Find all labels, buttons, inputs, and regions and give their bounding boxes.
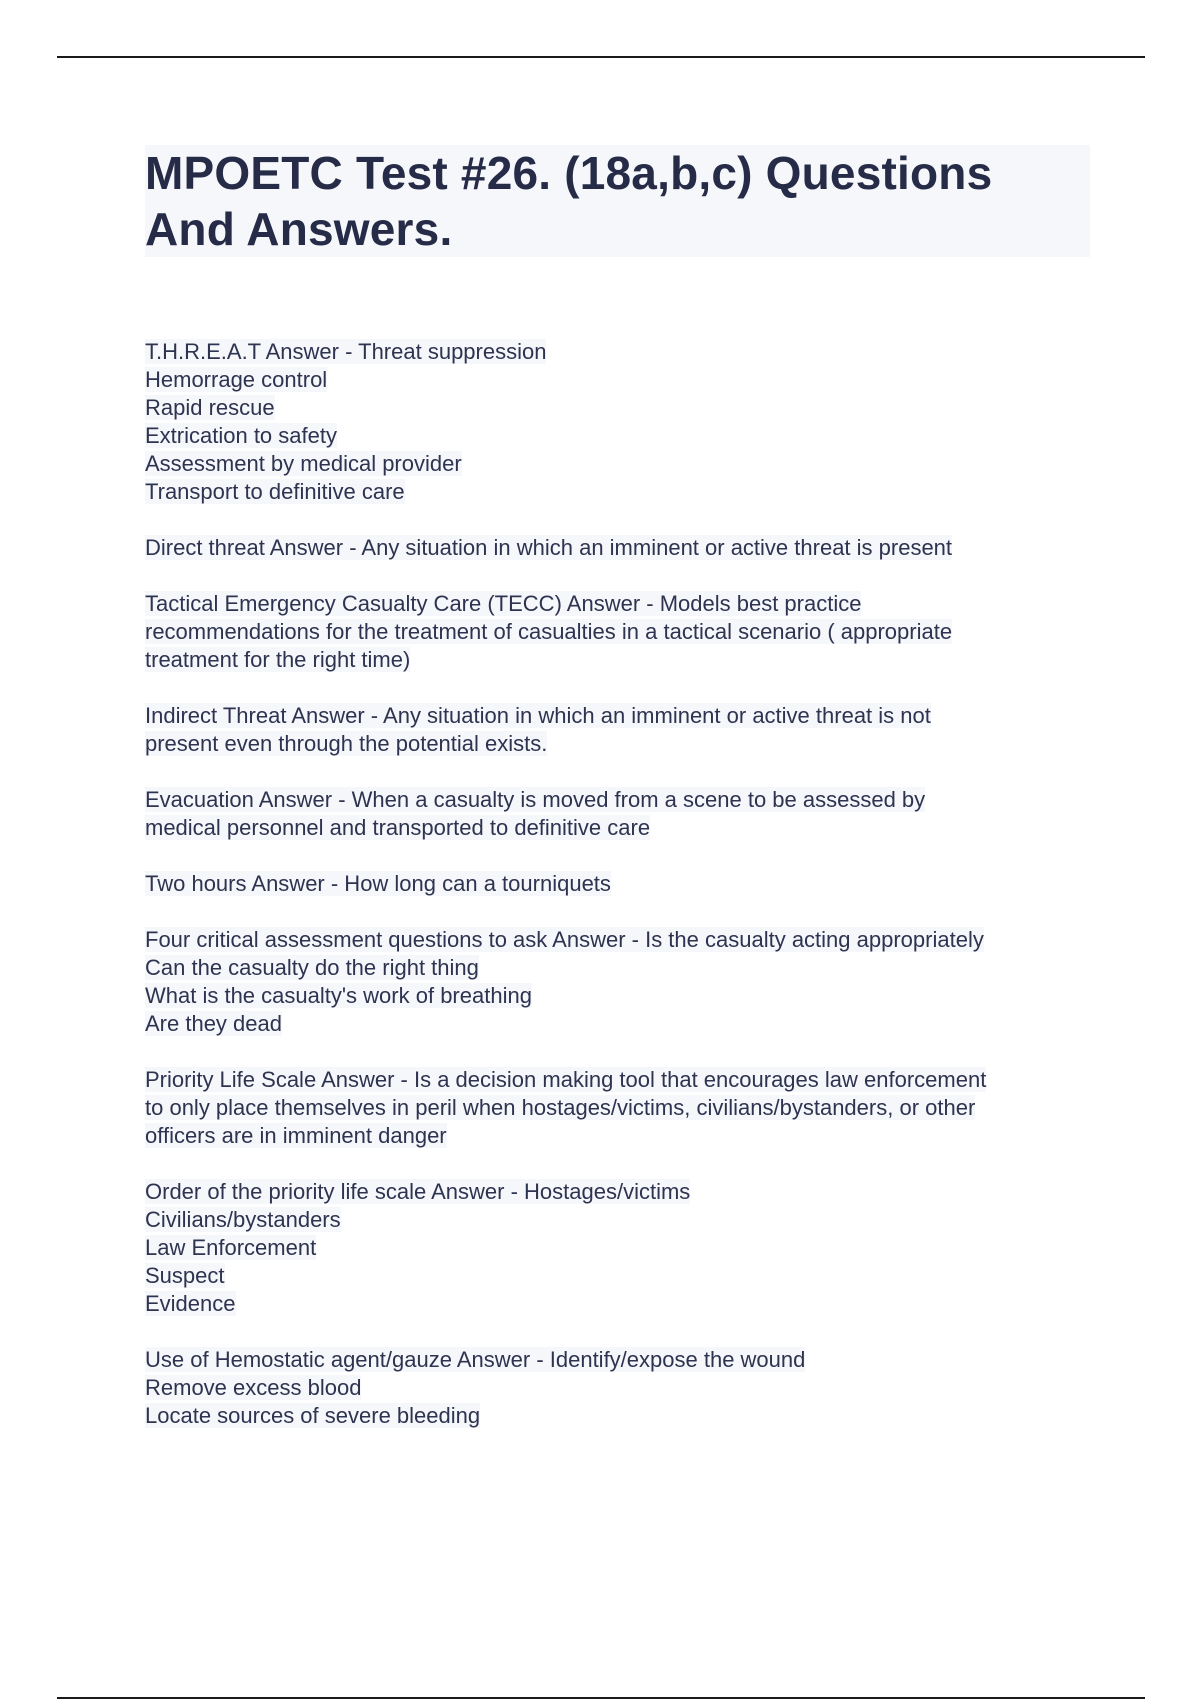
qa-line-text: Rapid rescue bbox=[145, 395, 275, 420]
qa-line-text: Hemorrage control bbox=[145, 367, 328, 392]
qa-line bbox=[145, 338, 1095, 366]
qa-line bbox=[145, 814, 1095, 842]
qa-line bbox=[145, 1374, 1095, 1402]
qa-line-text: present even through the potential exists. bbox=[145, 731, 548, 756]
qa-line bbox=[145, 870, 1095, 898]
qa-line-text: Two hours Answer - How long can a tourniquets bbox=[145, 871, 611, 896]
qa-line-text: Direct threat Answer - Any situation in which an imminent or active threat is present bbox=[145, 535, 953, 560]
qa-line-text: Law Enforcement bbox=[145, 1235, 317, 1260]
qa-line bbox=[145, 1122, 1095, 1150]
qa-line-text: medical personnel and transported to definitive care bbox=[145, 815, 651, 840]
qa-line-text: to only place themselves in peril when hostages/victims, civilians/bystanders, or other bbox=[145, 1095, 976, 1120]
qa-entry bbox=[145, 870, 1095, 898]
qa-line bbox=[145, 954, 1095, 982]
qa-line bbox=[145, 478, 1095, 506]
qa-line-text: Priority Life Scale Answer - Is a decision making tool that encourages law enforcement bbox=[145, 1067, 987, 1092]
qa-entry bbox=[145, 1066, 1095, 1150]
qa-entry bbox=[145, 702, 1095, 758]
qa-line-text: officers are in imminent danger bbox=[145, 1123, 447, 1148]
qa-line bbox=[145, 422, 1095, 450]
qa-entry bbox=[145, 786, 1095, 842]
qa-list bbox=[145, 338, 1095, 1458]
qa-line bbox=[145, 1262, 1095, 1290]
qa-line bbox=[145, 1346, 1095, 1374]
qa-line bbox=[145, 1066, 1095, 1094]
qa-line bbox=[145, 590, 1095, 618]
qa-line-text: Can the casualty do the right thing bbox=[145, 955, 479, 980]
qa-line-text: Four critical assessment questions to ask Answer - Is the casualty acting appropriately bbox=[145, 927, 984, 952]
qa-line bbox=[145, 1206, 1095, 1234]
qa-line bbox=[145, 450, 1095, 478]
qa-entry bbox=[145, 926, 1095, 1038]
qa-line bbox=[145, 1402, 1095, 1430]
qa-line-text: Order of the priority life scale Answer - Hostages/victims bbox=[145, 1179, 691, 1204]
qa-line bbox=[145, 1290, 1095, 1318]
qa-line-text: Evidence bbox=[145, 1291, 236, 1316]
qa-line bbox=[145, 702, 1095, 730]
qa-entry bbox=[145, 1178, 1095, 1318]
qa-line-text: Remove excess blood bbox=[145, 1375, 362, 1400]
qa-line bbox=[145, 786, 1095, 814]
qa-line-text: Locate sources of severe bleeding bbox=[145, 1403, 481, 1428]
qa-entry bbox=[145, 1346, 1095, 1430]
qa-line-text: Indirect Threat Answer - Any situation in which an imminent or active threat is not bbox=[145, 703, 931, 728]
qa-line-text: Extrication to safety bbox=[145, 423, 337, 448]
qa-line-text: Suspect bbox=[145, 1263, 225, 1288]
qa-line-text: What is the casualty's work of breathing bbox=[145, 983, 532, 1008]
qa-line-text: treatment for the right time) bbox=[145, 647, 411, 672]
bottom-divider bbox=[57, 1697, 1145, 1699]
qa-line bbox=[145, 1178, 1095, 1206]
qa-line bbox=[145, 1234, 1095, 1262]
qa-entry bbox=[145, 534, 1095, 562]
qa-line-text: Civilians/bystanders bbox=[145, 1207, 341, 1232]
qa-line bbox=[145, 534, 1095, 562]
qa-line-text: Use of Hemostatic agent/gauze Answer - Identify/expose the wound bbox=[145, 1347, 806, 1372]
qa-line-text: recommendations for the treatment of casualties in a tactical scenario ( appropriate bbox=[145, 619, 953, 644]
qa-line-text: T.H.R.E.A.T Answer - Threat suppression bbox=[145, 339, 547, 364]
qa-entry bbox=[145, 338, 1095, 506]
qa-line bbox=[145, 982, 1095, 1010]
qa-line-text: Assessment by medical provider bbox=[145, 451, 462, 476]
qa-line bbox=[145, 1010, 1095, 1038]
qa-line bbox=[145, 366, 1095, 394]
title-block bbox=[145, 145, 1090, 257]
qa-line bbox=[145, 730, 1095, 758]
qa-line-text: Are they dead bbox=[145, 1011, 282, 1036]
qa-line bbox=[145, 1094, 1095, 1122]
page-title: MPOETC Test #26. (18a,b,c) Questions And Answers. bbox=[145, 147, 993, 255]
qa-line bbox=[145, 618, 1095, 646]
qa-line-text: Tactical Emergency Casualty Care (TECC) Answer - Models best practice bbox=[145, 591, 862, 616]
top-divider bbox=[57, 56, 1145, 58]
qa-line bbox=[145, 926, 1095, 954]
qa-entry bbox=[145, 590, 1095, 674]
qa-line bbox=[145, 646, 1095, 674]
qa-line-text: Evacuation Answer - When a casualty is moved from a scene to be assessed by bbox=[145, 787, 926, 812]
qa-line bbox=[145, 394, 1095, 422]
qa-line-text: Transport to definitive care bbox=[145, 479, 405, 504]
